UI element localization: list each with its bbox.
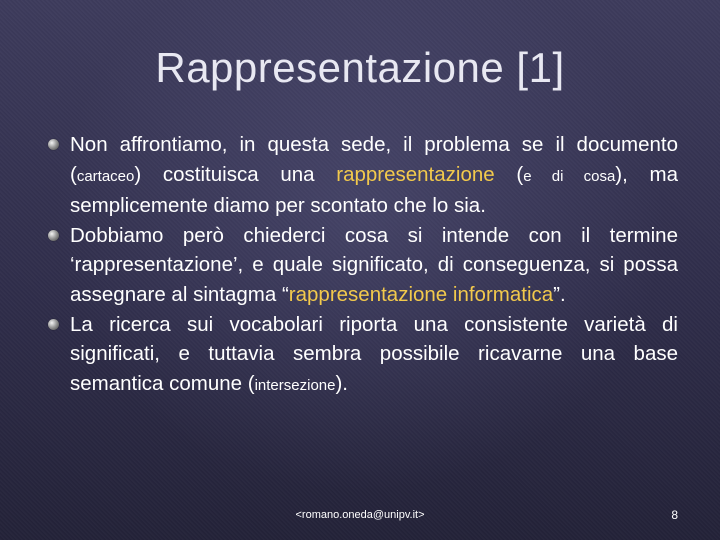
bullet-item	[48, 221, 678, 310]
highlighted-term: rappresentazione	[336, 162, 495, 186]
bullet-text-small: intersezione	[254, 376, 336, 394]
bullet-list	[48, 130, 678, 400]
bullet-text: Non affrontiamo, in questa sede, il problema se il documento (	[70, 133, 678, 186]
bullet-text-small: cartaceo	[76, 167, 135, 185]
bullet-text: ”.	[553, 282, 566, 306]
highlighted-term: rappresentazione informatica	[288, 282, 554, 306]
footer-email: <romano.oneda@unipv.it>	[295, 509, 425, 521]
bullet-text: Dobbiamo però chiederci cosa si intende con il termine ‘rappresentazione’, e quale significato, di conseguenza, si possa assegnare al sintagma “	[70, 223, 678, 306]
bullet-icon	[48, 139, 59, 150]
page-number: 8	[671, 508, 678, 522]
bullet-icon	[48, 319, 59, 330]
bullet-text: (	[494, 162, 524, 186]
bullet-text: La ricerca sui vocabolari riporta una consistente varietà di significati, e tuttavia sembra possibile ricavarne una base semantica comune (	[70, 312, 678, 395]
bullet-text: ) costituisca una	[134, 162, 337, 186]
bullet-item	[48, 310, 678, 401]
bullet-item	[48, 130, 678, 221]
bullet-text: ).	[335, 371, 349, 395]
bullet-text: ), ma semplicemente diamo per scontato che lo sia.	[70, 162, 679, 218]
slide-title: Rappresentazione [1]	[155, 44, 565, 91]
bullet-icon	[48, 230, 59, 241]
bullet-text-small: e di cosa	[523, 167, 616, 185]
